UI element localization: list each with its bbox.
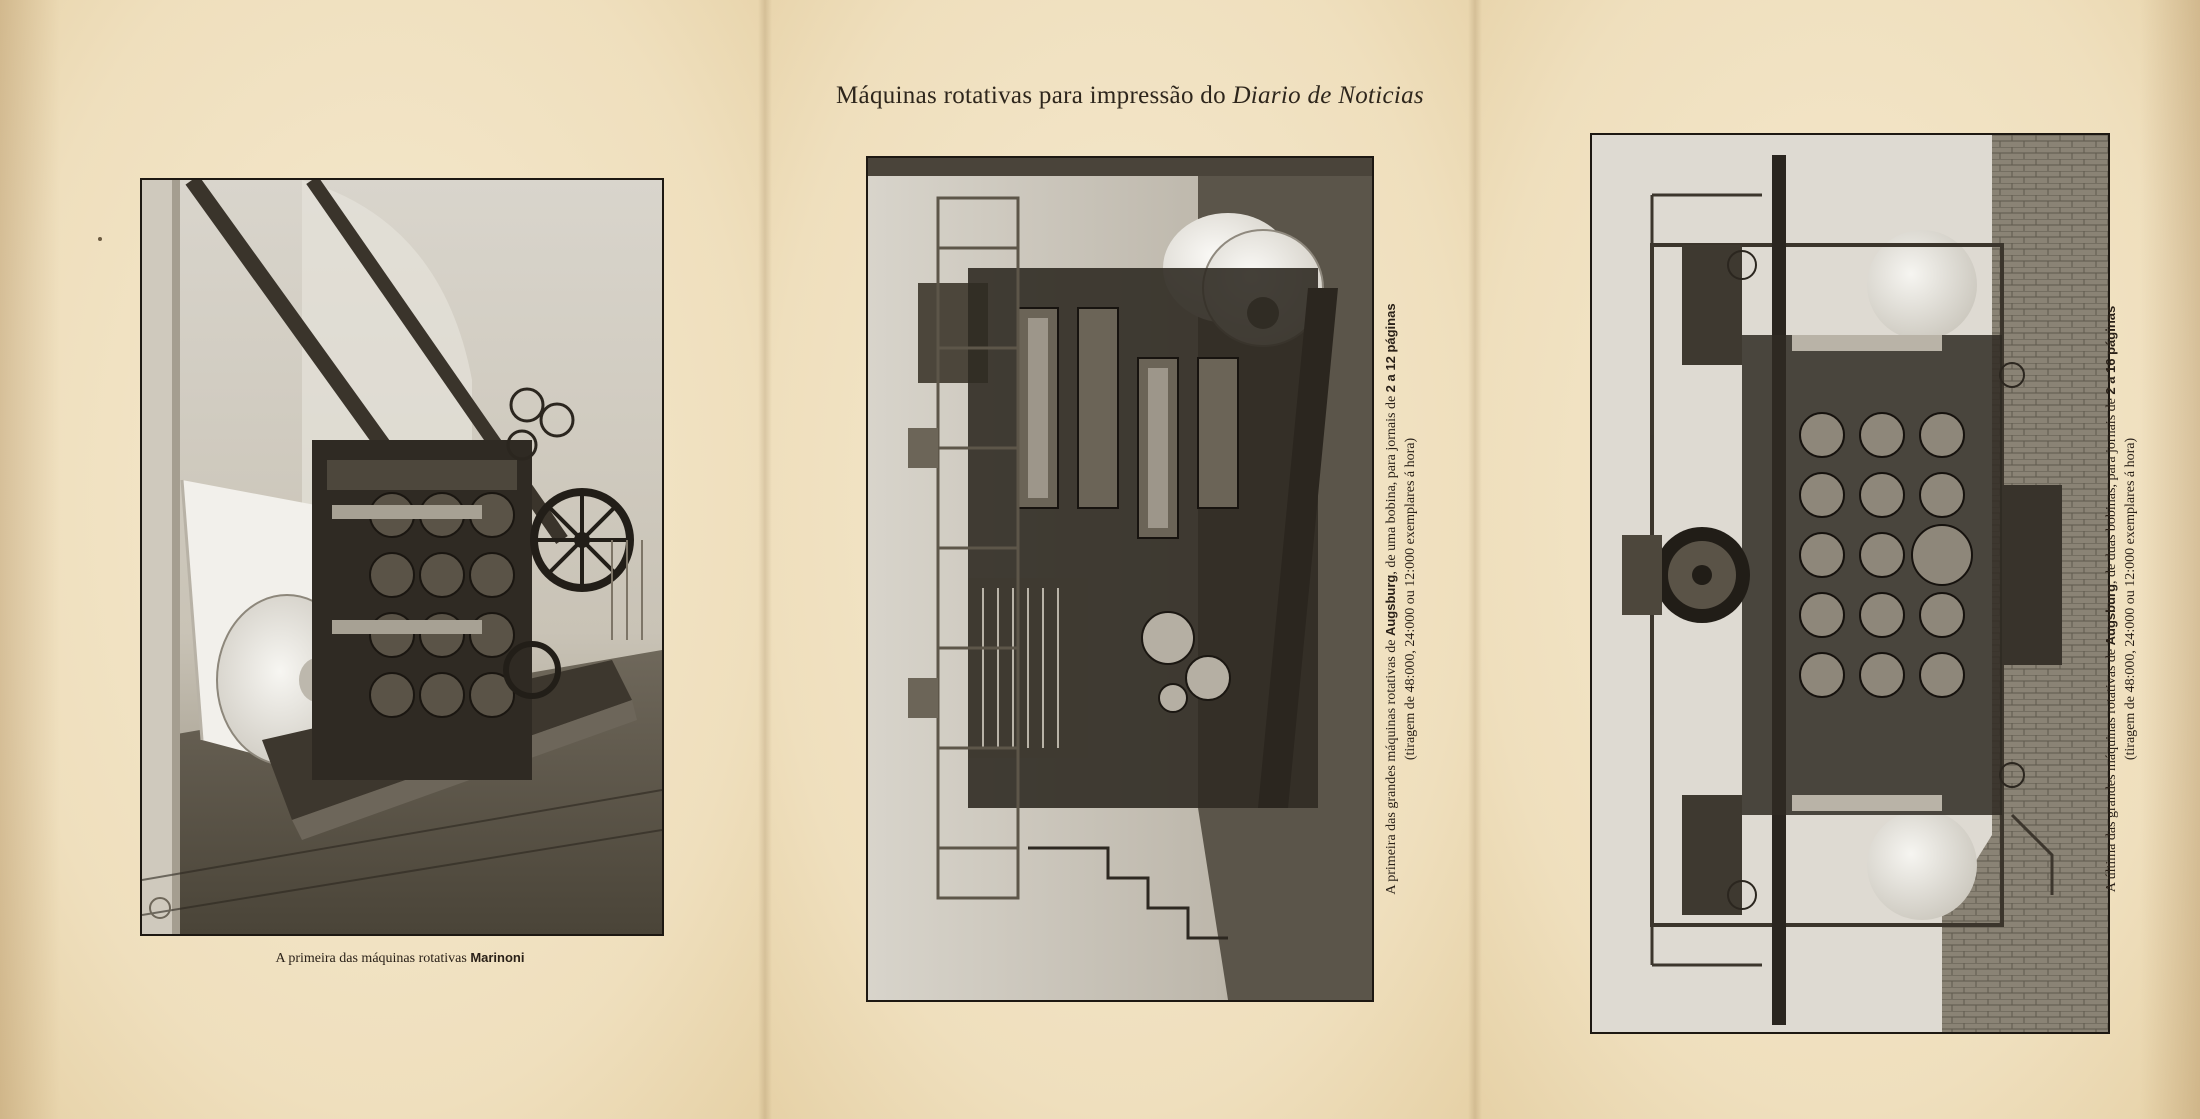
caption-text: , de uma bobina, para jornais de xyxy=(1384,392,1399,575)
title-prefix: Máquinas rotativas para impressão do xyxy=(836,82,1233,109)
page-title xyxy=(760,82,1500,110)
augsburg-single-reel-photo xyxy=(866,156,1374,1002)
augsburg-double-reel-illustration xyxy=(1592,135,2108,1032)
caption-text: A primeira das grandes máquinas rotativas de xyxy=(1384,636,1399,895)
caption-text: , de duas bobinas, para jornais de xyxy=(2104,394,2119,584)
caption-bold-name: Augsburg xyxy=(2103,583,2118,646)
caption-line-1 xyxy=(1381,299,1401,899)
paper-edge-shadow xyxy=(0,0,60,1119)
augsburg-single-reel-illustration xyxy=(868,158,1372,1000)
marinoni-press-illustration xyxy=(142,180,662,934)
newspaper-name: Diario de Noticias xyxy=(1232,82,1424,109)
caption-text: A última das grandes máquinas rotativas de xyxy=(2104,645,2119,893)
augsburg-single-reel-caption xyxy=(1381,299,1425,899)
paper-speck xyxy=(98,237,102,241)
caption-line-1 xyxy=(2101,299,2121,899)
caption-line-2: (tiragem de 48:000, 24:000 ou 12:000 exemplares á hora) xyxy=(2123,437,2138,761)
caption-line-2: (tiragem de 48:000, 24:000 ou 12:000 exemplares á hora) xyxy=(1403,437,1418,761)
caption-bold-name: Marinoni xyxy=(470,950,525,965)
marinoni-caption xyxy=(140,950,660,967)
marinoni-press-photo xyxy=(140,178,664,936)
caption-text: A primeira das máquinas rotativas xyxy=(275,951,471,966)
fold-line xyxy=(1468,0,1482,1119)
augsburg-double-reel-photo xyxy=(1590,133,2110,1034)
caption-bold-name: Augsburg xyxy=(1383,574,1398,637)
caption-bold-pages: 2 a 12 páginas xyxy=(1383,303,1398,393)
fold-line xyxy=(758,0,772,1119)
augsburg-double-reel-caption xyxy=(2101,299,2145,899)
caption-bold-pages: 2 a 16 páginas xyxy=(2103,305,2118,395)
paper-edge-shadow xyxy=(2140,0,2200,1119)
